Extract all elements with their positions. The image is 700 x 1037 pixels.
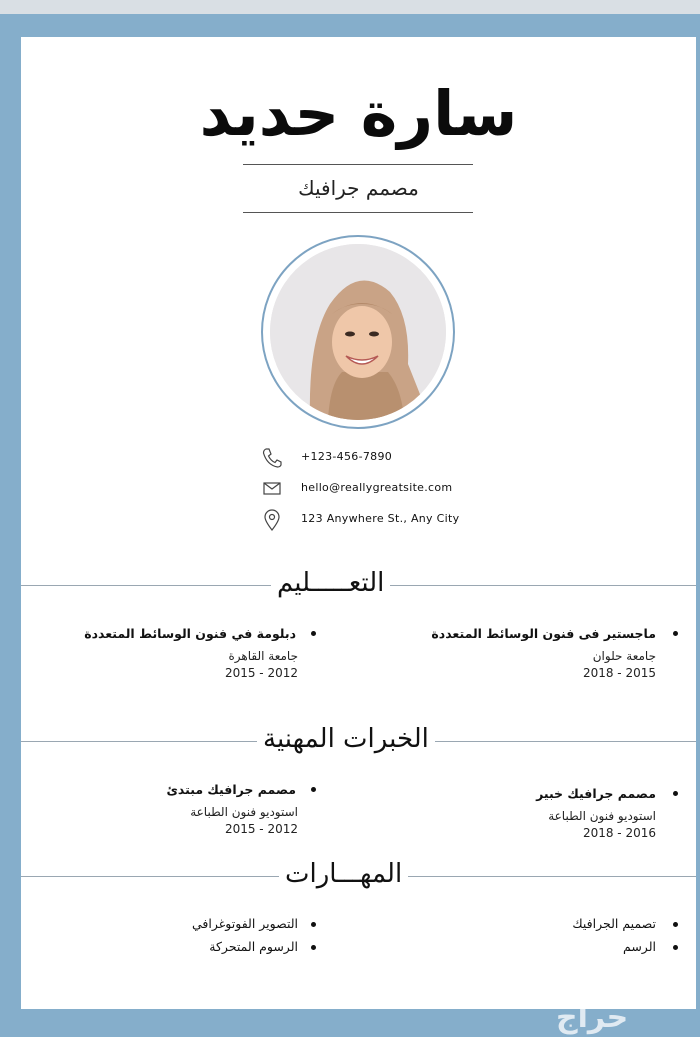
phone-icon xyxy=(261,447,283,469)
title-divider-bottom xyxy=(243,212,473,213)
bullet xyxy=(311,945,316,950)
education-item-1-years: 2015 - 2018 xyxy=(582,666,656,680)
job-title: مصمم جرافيك xyxy=(298,176,419,200)
education-item-2-degree: دبلومة في فنون الوسائط المتعددة xyxy=(84,626,296,641)
experience-heading: الخبرات المهنية xyxy=(257,724,435,754)
portrait-image xyxy=(270,244,446,420)
top-strip xyxy=(0,0,700,14)
skills-heading: المهـــارات xyxy=(279,859,408,889)
bullet xyxy=(673,791,678,796)
bullet xyxy=(673,631,678,636)
location-pin-icon xyxy=(261,509,283,531)
email-address: hello@reallygreatsite.com xyxy=(301,481,453,494)
street-address: 123 Anywhere St., Any City xyxy=(301,512,460,525)
education-item-2-years: 2012 - 2015 xyxy=(224,666,298,680)
bullet xyxy=(311,787,316,792)
skill-photography: التصوير الفوتوغرافي xyxy=(192,916,298,931)
bullet xyxy=(311,631,316,636)
education-item-1-degree: ماجستير فى فنون الوسائط المتعددة xyxy=(431,626,656,641)
experience-item-1-years: 2016 - 2018 xyxy=(582,826,656,840)
skill-drawing: الرسم xyxy=(623,939,656,954)
experience-item-1-role: مصمم جرافيك خبير xyxy=(536,786,656,801)
skill-graphic-design: تصميم الجرافيك xyxy=(572,916,656,931)
title-divider-top xyxy=(243,164,473,165)
experience-item-2-years: 2012 - 2015 xyxy=(224,822,298,836)
bullet xyxy=(311,922,316,927)
phone-number: +123-456-7890 xyxy=(301,450,393,463)
education-item-2-school: جامعة القاهرة xyxy=(228,649,298,663)
person-name: سارة حديد xyxy=(199,77,518,150)
bullet xyxy=(673,922,678,927)
bullet xyxy=(673,945,678,950)
experience-item-2-company: استوديو فنون الطباعة xyxy=(190,805,298,819)
experience-item-1-company: استوديو فنون الطباعة xyxy=(548,809,656,823)
experience-item-2-role: مصمم جرافيك مبتدئ xyxy=(166,782,296,797)
profile-photo xyxy=(261,235,455,429)
mail-icon xyxy=(261,478,283,500)
haraj-watermark: حراج xyxy=(556,1000,629,1035)
education-item-1-school: جامعة حلوان xyxy=(592,649,656,663)
skill-animation: الرسوم المتحركة xyxy=(209,939,298,954)
resume-page xyxy=(21,37,696,1009)
education-heading: التعـــــليم xyxy=(271,568,390,598)
